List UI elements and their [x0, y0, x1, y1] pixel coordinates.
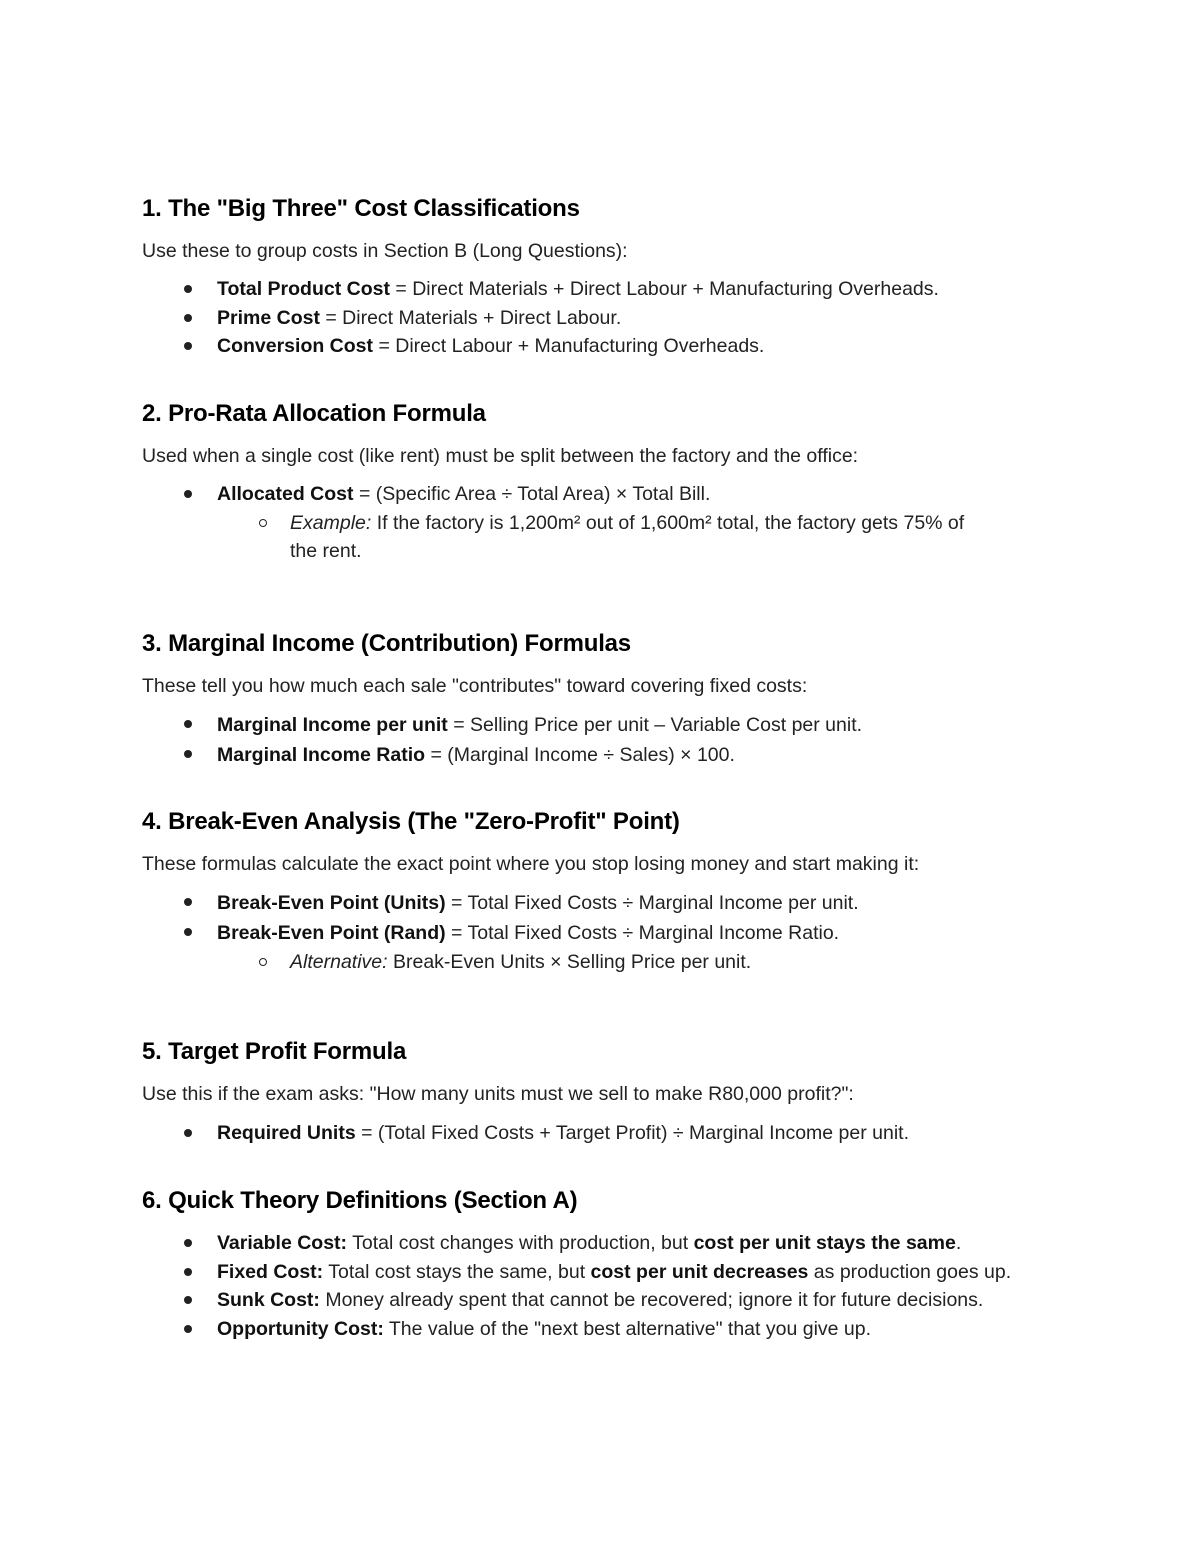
section-target-profit: [142, 1036, 1042, 1148]
definition-end: .: [955, 1232, 962, 1254]
section-3-intro: These tell you how much each sale "contributes" toward covering fixed costs:: [142, 675, 808, 697]
example-label: Example:: [290, 511, 372, 534]
sub-list-item: [219, 948, 1042, 977]
term: Opportunity Cost:: [217, 1317, 384, 1340]
section-1-intro: Use these to group costs in Section B (Long Questions):: [142, 240, 628, 262]
definition: = (Specific Area ÷ Total Area) × Total Bill.: [353, 483, 711, 505]
bullet-icon: [184, 898, 192, 906]
section-4-list: [142, 888, 1042, 977]
sub-list: [146, 509, 1039, 566]
emphasis: cost per unit stays the same: [693, 1232, 956, 1254]
list-item: [142, 740, 1042, 770]
bullet-icon: [184, 285, 192, 293]
section-2-intro: Used when a single cost (like rent) must be split between the factory and the office:: [142, 445, 859, 467]
section-cost-classifications: [142, 193, 1042, 361]
term: Prime Cost: [217, 306, 320, 329]
list-item: [142, 918, 1042, 977]
list-item: [142, 1286, 1017, 1315]
definition: Total cost changes with production, but: [347, 1232, 694, 1254]
list-item: [142, 1229, 977, 1258]
bullet-icon: [184, 1239, 192, 1247]
list-item: [142, 888, 1042, 918]
term: Allocated Cost: [217, 483, 354, 505]
definition: = Direct Materials + Direct Labour.: [319, 306, 622, 329]
definition: = Direct Materials + Direct Labour + Manufacturing Overheads.: [389, 278, 939, 300]
section-6-heading: 6. Quick Theory Definitions (Section A): [142, 1187, 578, 1214]
bullet-icon: [184, 342, 192, 350]
circle-bullet-icon: [259, 519, 267, 527]
section-1-heading: 1. The "Big Three" Cost Classifications: [142, 195, 580, 222]
sub-list-item: [219, 509, 970, 566]
definition: = (Total Fixed Costs + Target Profit) ÷ Marginal Income per unit.: [355, 1122, 910, 1144]
section-5-list: [142, 1119, 1042, 1148]
section-6-list: [142, 1229, 1042, 1343]
term: Marginal Income Ratio: [217, 744, 426, 766]
definition: The value of the "next best alternative" that you give up.: [383, 1317, 872, 1340]
list-item: [142, 710, 1042, 740]
section-1-list: [142, 275, 1042, 361]
bullet-icon: [184, 1325, 192, 1333]
bullet-icon: [184, 1268, 192, 1276]
bullet-icon: [184, 720, 192, 728]
list-item: [142, 480, 1042, 566]
bullet-icon: [184, 1129, 192, 1137]
definition-end: as production goes up.: [808, 1260, 1012, 1283]
section-5-intro: Use this if the exam asks: "How many units must we sell to make R80,000 profit?":: [142, 1083, 854, 1105]
section-4-heading: 4. Break-Even Analysis (The "Zero-Profit" Point): [142, 808, 680, 835]
section-marginal-income: [142, 628, 1042, 770]
bullet-icon: [184, 1296, 192, 1304]
section-break-even: [142, 806, 1042, 977]
section-3-list: [142, 710, 1042, 770]
sub-list: [146, 948, 1042, 977]
term: Fixed Cost:: [217, 1260, 324, 1283]
bullet-icon: [184, 314, 192, 322]
term: Sunk Cost:: [217, 1289, 320, 1311]
bullet-icon: [184, 750, 192, 758]
circle-bullet-icon: [259, 958, 267, 966]
term: Variable Cost:: [217, 1232, 348, 1254]
section-5-heading: 5. Target Profit Formula: [142, 1038, 407, 1065]
term: Break-Even Point (Units): [217, 892, 446, 914]
section-pro-rata: [142, 398, 1042, 566]
definition: = Total Fixed Costs ÷ Marginal Income per unit.: [445, 892, 859, 914]
bullet-icon: [184, 928, 192, 936]
term: Total Product Cost: [217, 278, 390, 300]
bullet-icon: [184, 490, 192, 498]
list-item: [142, 1119, 1042, 1148]
term: Marginal Income per unit: [217, 714, 448, 736]
emphasis: cost per unit decreases: [590, 1260, 809, 1283]
list-item: [142, 1315, 1017, 1344]
list-item: [142, 1258, 1017, 1287]
term: Conversion Cost: [217, 335, 374, 357]
alternative-label: Alternative:: [290, 951, 388, 973]
list-item: [142, 304, 1042, 333]
section-theory-definitions: [142, 1185, 1042, 1343]
list-item: [142, 275, 1042, 304]
definition: = Total Fixed Costs ÷ Marginal Income Ratio.: [445, 922, 840, 944]
section-3-heading: 3. Marginal Income (Contribution) Formulas: [142, 630, 631, 657]
section-4-intro: These formulas calculate the exact point where you stop losing money and start making it:: [142, 853, 920, 875]
definition: = (Marginal Income ÷ Sales) × 100.: [425, 744, 735, 766]
definition: = Selling Price per unit – Variable Cost per unit.: [447, 714, 863, 736]
section-2-heading: 2. Pro-Rata Allocation Formula: [142, 400, 486, 427]
definition: = Direct Labour + Manufacturing Overheads.: [373, 335, 765, 357]
list-item: [142, 332, 1042, 361]
section-2-list: [142, 480, 1042, 566]
definition: Money already spent that cannot be recovered; ignore it for future decisions.: [319, 1289, 984, 1311]
example-text: If the factory is 1,200m² out of 1,600m² total, the factory gets 75% of the rent.: [290, 511, 965, 562]
definition: Total cost stays the same, but: [323, 1260, 591, 1283]
term: Break-Even Point (Rand): [217, 922, 446, 944]
alternative-text: Break-Even Units × Selling Price per unit.: [387, 951, 752, 973]
term: Required Units: [217, 1122, 356, 1144]
